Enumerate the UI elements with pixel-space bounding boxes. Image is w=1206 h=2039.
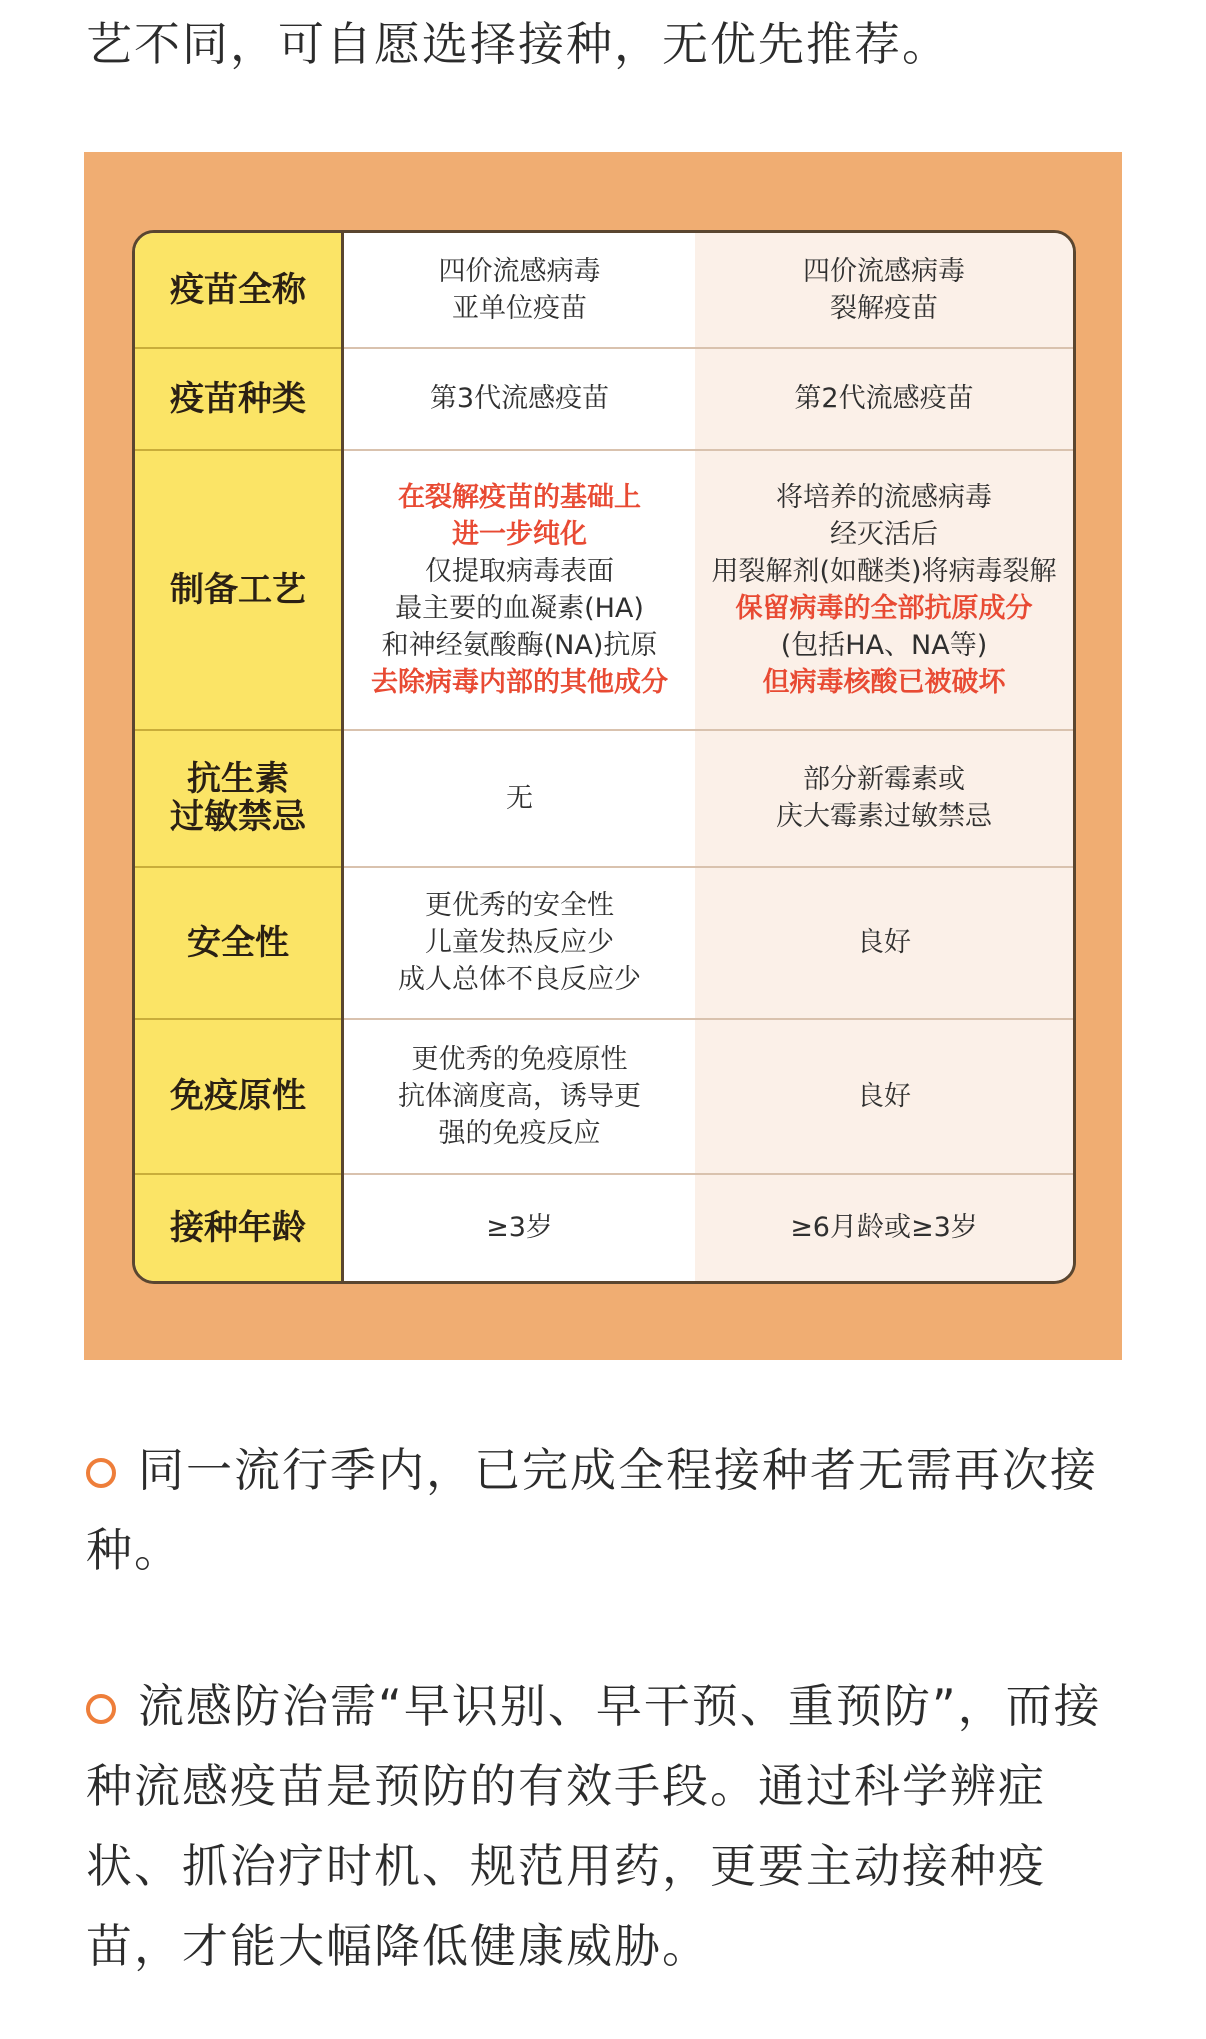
subunit-vaccine-cell bbox=[343, 730, 696, 867]
subunit-vaccine-cell bbox=[343, 867, 696, 1019]
row-label bbox=[135, 867, 343, 1019]
cell-text: 和神经氨酸酶(NA)抗原 bbox=[381, 629, 658, 661]
row-label bbox=[135, 348, 343, 450]
row-label-line: 接种年龄 bbox=[170, 1207, 306, 1248]
row-label-line: 抗生素 bbox=[187, 759, 289, 800]
bullet-paragraph-2 bbox=[86, 1666, 1120, 1986]
cell-text: ≥3岁 bbox=[486, 1212, 553, 1244]
row-label bbox=[135, 1019, 343, 1174]
row-label-line: 免疫原性 bbox=[170, 1076, 306, 1117]
table-row bbox=[135, 348, 1073, 450]
cell-text: 成人总体不良反应少 bbox=[398, 964, 641, 996]
cell-text: 用裂解剂(如醚类)将病毒裂解 bbox=[711, 555, 1057, 587]
row-label-line: 疫苗种类 bbox=[170, 378, 306, 419]
subunit-vaccine-cell bbox=[343, 233, 696, 348]
split-vaccine-cell bbox=[695, 1174, 1073, 1281]
cell-text: 部分新霉素或 bbox=[803, 764, 965, 796]
cell-text: 庆大霉素过敏禁忌 bbox=[776, 801, 992, 833]
cell-text: (包括HA、NA等) bbox=[780, 629, 988, 661]
cell-text: 亚单位疫苗 bbox=[452, 292, 587, 324]
cell-text: 更优秀的安全性 bbox=[425, 890, 614, 922]
row-label bbox=[135, 450, 343, 729]
cell-text: 第3代流感疫苗 bbox=[429, 383, 610, 415]
row-label-line: 疫苗全称 bbox=[170, 269, 306, 310]
table-row bbox=[135, 450, 1073, 729]
row-label bbox=[135, 233, 343, 348]
cell-text: 将培养的流感病毒 bbox=[776, 481, 992, 513]
bullet-paragraph-1 bbox=[86, 1430, 1120, 1590]
cell-text: 良好 bbox=[857, 1080, 911, 1112]
cell-text: 经灭活后 bbox=[830, 518, 938, 550]
row-label bbox=[135, 1174, 343, 1281]
split-vaccine-cell bbox=[695, 450, 1073, 729]
subunit-vaccine-cell bbox=[343, 1174, 696, 1281]
bullet-circle-icon bbox=[86, 1694, 116, 1724]
intro-paragraph: 艺不同，可自愿选择接种，无优先推荐。 bbox=[86, 17, 950, 71]
cell-text: ≥6月龄或≥3岁 bbox=[790, 1212, 978, 1244]
split-vaccine-cell bbox=[695, 730, 1073, 867]
row-label-line: 过敏禁忌 bbox=[170, 797, 306, 838]
cell-text: 四价流感病毒 bbox=[803, 255, 965, 287]
row-label-line: 安全性 bbox=[187, 922, 289, 963]
bullet-circle-icon bbox=[86, 1458, 116, 1488]
cell-text: 抗体滴度高，诱导更 bbox=[398, 1080, 641, 1112]
cell-text: 四价流感病毒 bbox=[438, 255, 601, 287]
cell-text: 最主要的血凝素(HA) bbox=[395, 592, 644, 624]
split-vaccine-cell bbox=[695, 233, 1073, 348]
highlight-text: 进一步纯化 bbox=[452, 518, 587, 550]
table-row bbox=[135, 730, 1073, 867]
subunit-vaccine-cell bbox=[343, 1019, 696, 1174]
vaccine-comparison-figure bbox=[84, 152, 1122, 1360]
cell-text: 无 bbox=[506, 782, 533, 814]
cell-text: 儿童发热反应少 bbox=[425, 927, 614, 959]
bullet-text: 同一流行季内，已完成全程接种者无需再次接种。 bbox=[86, 1443, 1098, 1577]
table-row bbox=[135, 867, 1073, 1019]
cell-text: 裂解疫苗 bbox=[830, 292, 938, 324]
subunit-vaccine-cell bbox=[343, 348, 696, 450]
table-row bbox=[135, 233, 1073, 348]
cell-text: 更优秀的免疫原性 bbox=[411, 1043, 628, 1075]
bullet-text: 流感防治需“早识别、早干预、重预防”，而接种流感疫苗是预防的有效手段。通过科学辨症状、抓治疗时机、规范用药，更要主动接种疫苗，才能大幅降低健康威胁。 bbox=[86, 1679, 1102, 1973]
highlight-text: 去除病毒内部的其他成分 bbox=[371, 666, 668, 698]
subunit-vaccine-cell bbox=[343, 450, 696, 729]
highlight-text: 保留病毒的全部抗原成分 bbox=[735, 592, 1033, 624]
vaccine-comparison-table bbox=[132, 230, 1076, 1284]
cell-text: 强的免疫反应 bbox=[438, 1117, 601, 1149]
row-label-line: 制备工艺 bbox=[170, 569, 306, 610]
table-row bbox=[135, 1174, 1073, 1281]
cell-text: 仅提取病毒表面 bbox=[425, 555, 614, 587]
highlight-text: 在裂解疫苗的基础上 bbox=[398, 481, 641, 513]
cell-text: 良好 bbox=[857, 927, 911, 959]
split-vaccine-cell bbox=[695, 1019, 1073, 1174]
row-label bbox=[135, 730, 343, 867]
table-row bbox=[135, 1019, 1073, 1174]
cell-text: 第2代流感疫苗 bbox=[794, 383, 974, 415]
split-vaccine-cell bbox=[695, 867, 1073, 1019]
split-vaccine-cell bbox=[695, 348, 1073, 450]
highlight-text: 但病毒核酸已被破坏 bbox=[762, 666, 1006, 698]
